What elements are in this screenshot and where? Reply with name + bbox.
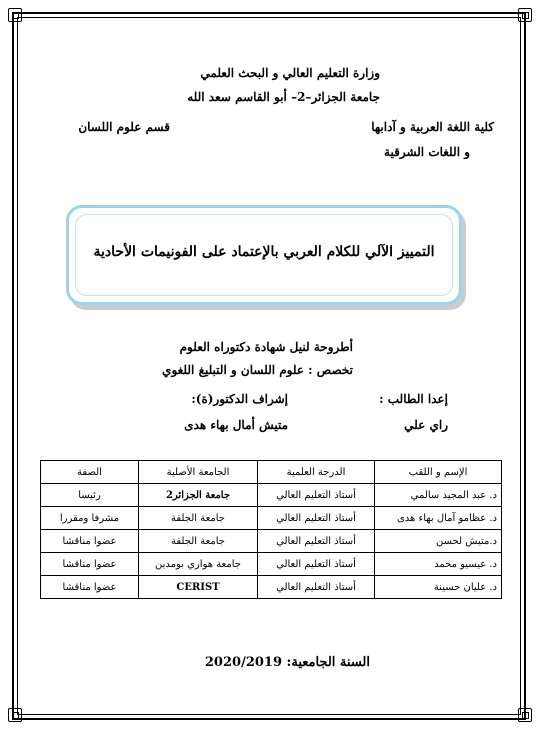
jury-role: عضوا مناقشا — [41, 576, 139, 599]
corner-ornament-icon — [518, 708, 532, 722]
jury-name: د. عليان حسينة — [375, 576, 502, 599]
jury-university: CERIST — [139, 576, 258, 599]
supervisor-label: إشراف الدكتور(ة): — [191, 392, 288, 406]
jury-name: د. عيسيو محمد — [375, 553, 502, 576]
degree-line: أطروحة لنيل شهادة دكتوراه العلوم — [179, 340, 353, 354]
student-name: راي علي — [404, 418, 448, 432]
header-name: الإسم و اللقب — [375, 461, 502, 484]
academic-year-label: السنة الجامعية: — [286, 655, 370, 670]
faculty-name: كلية اللغة العربية و آدابها — [371, 120, 494, 134]
jury-table-header — [41, 461, 502, 484]
jury-name: د. عظامو آمال بهاء هدى — [375, 507, 502, 530]
table-row — [41, 484, 502, 507]
jury-university: جامعة الجزائر2 — [139, 484, 258, 507]
jury-degree: أستاذ التعليم العالي — [258, 530, 375, 553]
corner-ornament-icon — [518, 8, 532, 22]
jury-degree: أستاذ التعليم العالي — [258, 576, 375, 599]
jury-degree: أستاذ التعليم العالي — [258, 507, 375, 530]
table-row — [41, 507, 502, 530]
thesis-title-box — [66, 205, 462, 305]
header-role: الصفة — [41, 461, 139, 484]
specialty-line: تخصص : علوم اللسان و التبليغ اللغوي — [162, 363, 353, 377]
table-row — [41, 553, 502, 576]
thesis-title: التمييز الآلي للكلام العربي بالإعتماد على الفونيمات الأحادية — [93, 244, 435, 260]
jury-role: مشرفا ومقررا — [41, 507, 139, 530]
supervisor-name: متيش أمال بهاء هدى — [184, 418, 288, 432]
jury-role: رئيسا — [41, 484, 139, 507]
jury-table — [40, 460, 502, 599]
header-university: الجامعة الأصلية — [139, 461, 258, 484]
jury-university: جامعة هواري بومدين — [139, 553, 258, 576]
jury-name: د.متيش لحسن — [375, 530, 502, 553]
university-name: جامعة الجزائر–2– أبو القاسم سعد الله — [187, 90, 380, 104]
prepared-by-label: إعدا الطالب : — [379, 392, 448, 406]
corner-ornament-icon — [8, 708, 22, 722]
academic-year-value: 2020/2019 — [204, 655, 283, 670]
jury-university: جامعة الجلفة — [139, 530, 258, 553]
faculty-name-line2: و اللغات الشرقية — [384, 145, 470, 159]
jury-degree: أستاذ التعليم العالي — [258, 484, 375, 507]
table-row — [41, 530, 502, 553]
department-name: قسم علوم اللسان — [78, 120, 170, 134]
academic-year — [205, 655, 370, 670]
ministry-name: وزارة التعليم العالي و البحث العلمي — [200, 66, 380, 80]
jury-name: د. عبد المجيد سالمي — [375, 484, 502, 507]
jury-role: عضوا مناقشا — [41, 530, 139, 553]
jury-degree: أستاذ التعليم العالي — [258, 553, 375, 576]
table-row — [41, 576, 502, 599]
jury-role: عضوا مناقشا — [41, 553, 139, 576]
corner-ornament-icon — [8, 8, 22, 22]
header-degree: الدرجة العلمية — [258, 461, 375, 484]
jury-university: جامعة الجلفة — [139, 507, 258, 530]
